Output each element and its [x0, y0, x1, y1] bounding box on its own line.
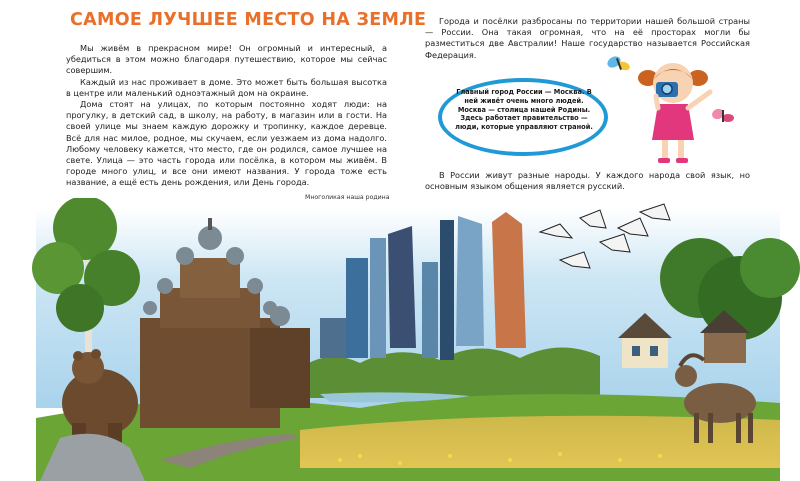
- speech-bubble-text: Главный город России — Москва. В ней живёт очень много людей. Москва — столица нашей Родины. Здесь работает правительство — люди, которые управляют страной.: [455, 88, 593, 132]
- left-paragraph-2: Каждый из нас проживает в доме. Это может быть большая высотка в центре или маленький одноэтажный дом на окраине.: [66, 76, 387, 98]
- image-caption: Многоликая наша родина: [305, 194, 390, 201]
- right-paragraph-2: В России живут разные народы. У каждого народа свой язык, но основным языком общения является русский.: [425, 170, 750, 192]
- panorama-illustration: [0, 198, 800, 481]
- right-paragraph-1: Города и посёлки разбросаны по территории нашей большой страны — России. Она такая огромная, что на её просторах могли бы разместиться две Австралии! Наше государство называется Российская Федерация.: [425, 16, 750, 60]
- right-text-column-2: [425, 170, 750, 192]
- left-paragraph-1: Мы живём в прекрасном мире! Он огромный и интересный, а убедиться в этом можно благодаря путешествию, которое мы сейчас совершим.: [66, 43, 387, 76]
- butterfly-icon: [711, 107, 734, 122]
- left-paragraph-3: Дома стоят на улицах, по которым постоянно ходят люди: на прогулку, в детский сад, в школу, на работу, в магазин или в гости. На своей улице мы знаем каждую дорожку и тропинку, каждое деревце. Всё для нас милое, родное, мы скучаем, если уезжаем из дома надолго. Любому человеку кажется, что место, где он родился, самое лучшее на свете. Улица — это часть города или посёлка, в котором мы живём. В городе много улиц, и все они имеют названия. У города тоже есть название, а ещё есть день рождения, или День города.: [66, 99, 387, 188]
- girl-with-camera-illustration: [598, 48, 738, 168]
- page-title: САМОЕ ЛУЧШЕЕ МЕСТО НА ЗЕМЛЕ: [70, 10, 427, 30]
- butterfly-icon: [605, 54, 631, 72]
- left-text-column: [66, 43, 387, 189]
